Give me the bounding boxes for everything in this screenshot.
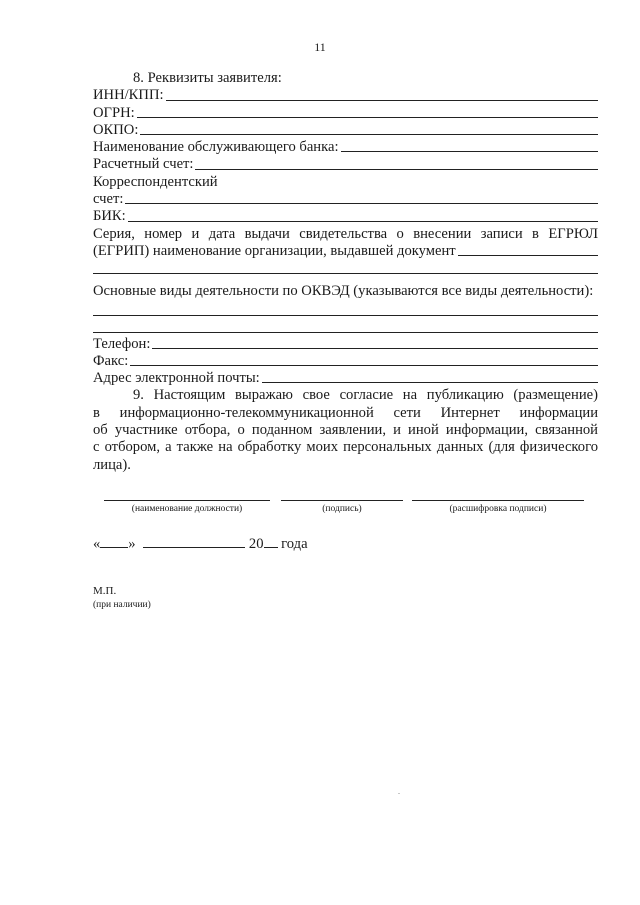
consent-line-5: лица). [93,456,131,473]
bank-name-field[interactable] [341,151,598,152]
bank-name-row [93,139,598,156]
bank-name-label: Наименование обслуживающего банка: [93,139,339,156]
consent-paragraph [93,387,598,473]
phone-field[interactable] [152,348,598,349]
stamp-place [93,584,151,612]
bik-row [93,208,598,225]
page-number: 11 [314,40,326,54]
okved-label: Основные виды деятельности по ОКВЭД (указываются все виды деятельности): [93,283,594,300]
okpo-row [93,122,598,139]
section-8-title-text: 8. Реквизиты заявителя: [133,70,282,86]
account-row [93,156,598,173]
signature-block [0,495,640,525]
phone-label: Телефон: [93,335,151,352]
okpo-field[interactable] [140,134,598,135]
decoding-caption: (расшифровка подписи) [449,504,547,514]
fax-field[interactable] [130,365,598,366]
signature-caption: (подпись) [322,504,362,514]
stamp-note: (при наличии) [93,600,151,610]
consent-line-1: 9. Настоящим выражаю свое согласие на публикацию (размещение) [133,387,598,404]
stamp-label: М.П. [93,585,117,597]
inn-kpp-label: ИНН/КПП: [93,87,164,104]
certificate-label: (ЕГРИП) наименование организации, выдавшей документ [93,242,456,259]
email-row [93,370,598,387]
certificate-field[interactable] [458,255,598,256]
position-field[interactable] [104,500,270,501]
bik-label: БИК: [93,208,126,225]
signature-field[interactable] [281,500,403,501]
month-field[interactable] [143,535,245,548]
date-close-quote: » [128,536,136,552]
scan-speck [398,793,400,794]
consent-line-2: в информационно-телекоммуникационной сети Интернет информации [93,404,598,421]
section-8-title [93,70,598,87]
applicant-details-form [93,70,598,474]
consent-line-4: с отбором, а также на обработку моих персональных данных (для физического [93,439,598,456]
year-field[interactable] [264,535,278,548]
account-field[interactable] [195,169,598,170]
certificate-row [93,243,598,260]
date-line [93,535,308,552]
bik-field[interactable] [128,221,598,222]
corr-account-field[interactable] [125,203,598,204]
corr-account-title-row [93,174,598,191]
year-prefix: 20 [248,536,264,552]
phone-row [93,336,598,353]
date-open-quote: « [93,536,101,552]
okpo-label: ОКПО: [93,121,139,138]
account-label: Расчетный счет: [93,156,194,173]
ogrn-label: ОГРН: [93,104,135,121]
signature-decoding-field[interactable] [412,500,584,501]
ogrn-field[interactable] [137,117,598,118]
email-field[interactable] [262,382,598,383]
corr-account-label-line1: Корреспондентский [93,173,218,190]
year-suffix: года [281,536,308,552]
certificate-line-1: Серия, номер и дата выдачи свидетельства о внесении записи в ЕГРЮЛ [93,225,598,242]
corr-account-row [93,191,598,208]
consent-line-3: об участнике отбора, о поданном заявлении, и иной информации, связанной [93,422,598,439]
inn-kpp-row [93,87,598,104]
position-caption: (наименование должности) [131,504,243,514]
fax-label: Факс: [93,352,129,369]
email-label: Адрес электронной почты: [93,370,260,387]
corr-account-label-line2: счет: [93,191,124,208]
day-field[interactable] [100,535,128,548]
fax-row [93,353,598,370]
inn-kpp-field[interactable] [166,100,598,101]
okved-row [93,283,598,300]
okved-field-line-2[interactable] [93,332,598,333]
ogrn-row [93,105,598,122]
